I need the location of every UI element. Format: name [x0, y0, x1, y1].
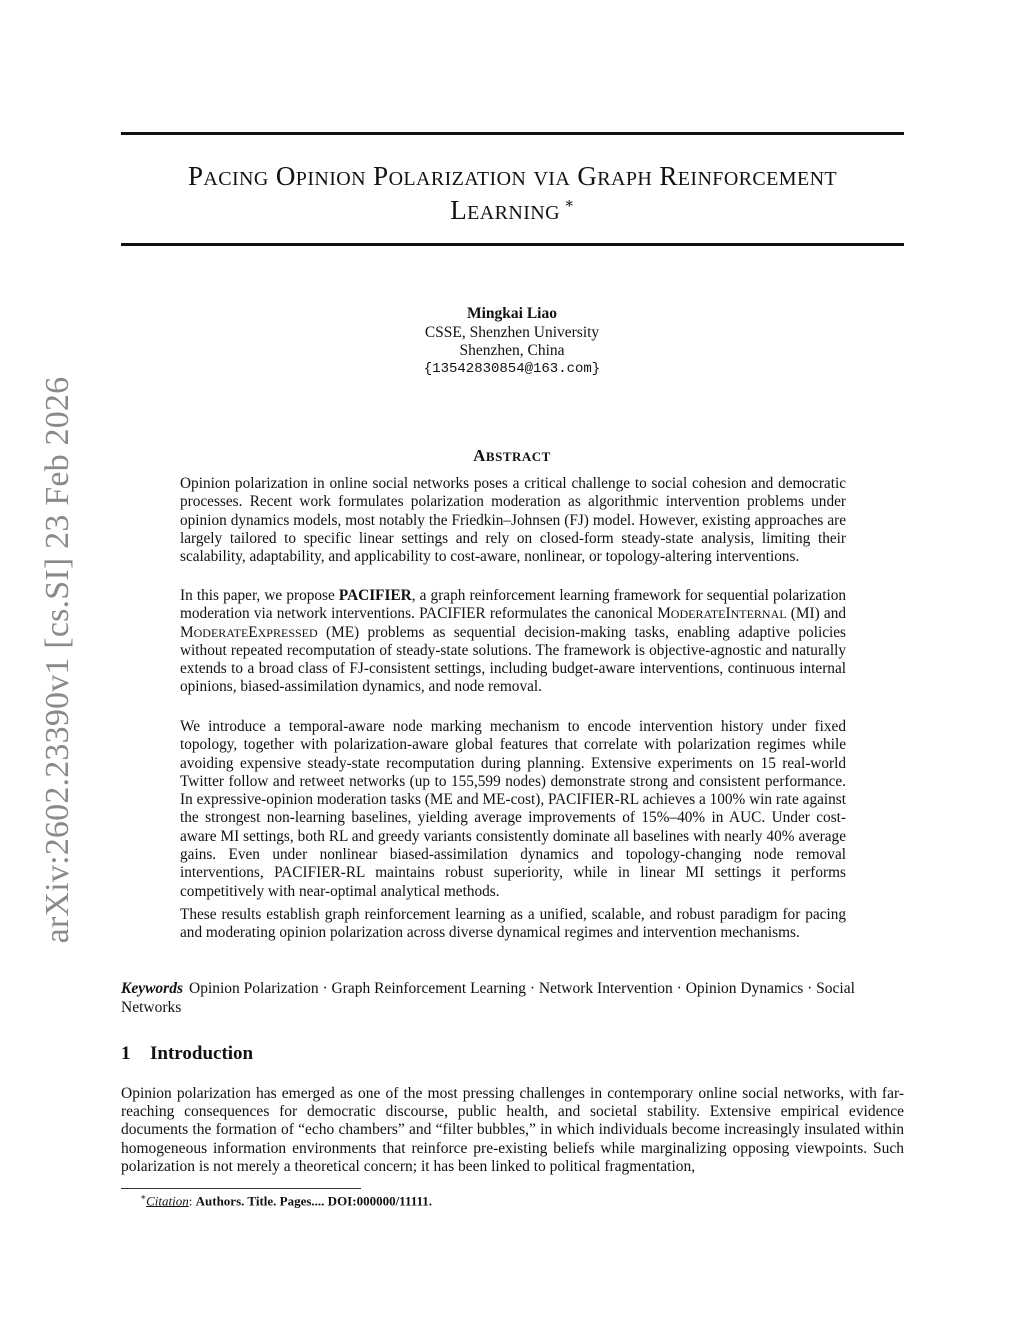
title-word: POLARIZATION [373, 161, 527, 191]
me-sc-2: XPRESSED [257, 625, 318, 640]
title-word: PACING [187, 161, 269, 191]
abstract-paragraph-2 [180, 587, 846, 697]
keywords-list: Opinion Polarization · Graph Reinforcement Learning · Network Intervention · Opinion Dynamics · Social Networks [121, 980, 855, 1016]
title-footnote-mark: ∗ [559, 196, 575, 212]
title-word: OPINION [275, 161, 366, 191]
section-heading-introduction [121, 1043, 253, 1065]
footnote-mark: ∗ [140, 1192, 147, 1202]
author-name: Mingkai Liao [466, 305, 557, 322]
author-affiliation: CSSE, Shenzhen University [424, 324, 600, 341]
abstract-p2-text-d: (ME) problems as sequential decision-making tasks, enabling adaptive policies without repeated recomputation of steady-state solutions. The framework is objective-agnostic and naturally extends to a broad class of FJ-consistent settings, including budget-aware interventions, continuous internal opinions, biased-assimilation dynamics, and node removal. [180, 623, 846, 696]
footnote-sep: : [188, 1193, 196, 1209]
keywords-label: Keywords [121, 980, 183, 997]
section-title: Introduction [150, 1043, 254, 1064]
introduction-paragraph: Opinion polarization has emerged as one of the most pressing challenges in contemporary online social networks, with far-reaching consequences for democratic discourse, public health, and societal stability. Extensive empirical evidence documents the formation of “echo chambers” and “filter bubbles,” in which individuals become increasingly insulated within homogeneous information environments that reinforce pre-existing beliefs while marginalizing opposing viewpoints. Such polarization is not merely a theoretical concern; it has been linked to political fragmentation, [121, 1085, 904, 1175]
abstract-paragraph-3: We introduce a temporal-aware node marking mechanism to encode intervention history under fixed topology, together with polarization-aware global features that correlate with polarization regimes while avoiding expensive steady-state recomputation during planning. Extensive experiments on 15 real-world Twitter follow and retweet networks (up to 155,599 nodes) demonstrate strong and consistent performance. In expressive-opinion moderation tasks (ME and ME-cost), PACIFIER-RL achieves a 100% win rate against the strongest non-learning baselines, yielding average improvements of 15%–40% in AUC. Under cost-aware MI settings, both RL and greedy variants consistently dominate all baselines with nearly 40% average gains. Even under nonlinear biased-assimilation dynamics and topology-changing node removal interventions, PACIFIER-RL maintains robust superiority, while in linear MI settings it performs competitively with near-optimal analytical methods. [180, 718, 846, 900]
paper-title-line-2 [121, 197, 904, 224]
author-location: Shenzhen, China [459, 342, 565, 359]
abstract-p2-text-a: In this paper, we propose [180, 587, 339, 604]
footnote-rule [121, 1188, 361, 1189]
abstract-heading-cap: A [473, 446, 486, 465]
moderate-internal-term [657, 605, 786, 622]
footnote [140, 1192, 432, 1209]
author-email[interactable]: {13542830854@163.com} [423, 361, 601, 377]
abstract-heading [312, 446, 712, 466]
title-word: LEARNING [450, 195, 560, 225]
mi-cap-2: I [725, 605, 731, 623]
title-word: GRAPH [577, 161, 653, 191]
title-rule-bottom [121, 243, 904, 246]
paper-title-line-1 [121, 163, 904, 190]
moderate-expressed-term [180, 624, 318, 641]
mi-cap-1: M [657, 605, 671, 623]
abstract-p2-text-b: , a graph reinforcement learning framework for sequential polarization moderation via network interventions. PACIFIER reformulates the canonical [180, 587, 846, 623]
keywords [121, 980, 904, 1017]
mi-sc-1: ODERATE [670, 607, 726, 622]
abstract-p2-text-c: (MI) and [786, 605, 847, 623]
abstract-paragraph-4: These results establish graph reinforcement learning as a unified, scalable, and robust paradigm for pacing and moderating opinion polarization across diverse dynamical regimes and intervention mechanisms. [180, 906, 846, 942]
mi-sc-2: NTERNAL [730, 607, 787, 622]
framework-name: PACIFIER [338, 587, 412, 604]
title-rule-top [121, 132, 904, 135]
abstract-paragraph-1: Opinion polarization in online social networks poses a critical challenge to social cohesion and democratic processes. Recent work formulates polarization moderation as algorithmic intervention problems under opinion dynamics models, most notably the Friedkin–Johnsen (FJ) model. However, existing approaches are largely tailored to specific linear settings and rely on closed-form steady-state analysis, limiting their scalability, adaptability, and applicability to cost-aware, nonlinear, or topology-altering interventions. [180, 475, 846, 566]
me-sc-1: ODERATE [193, 625, 249, 640]
section-number: 1 [121, 1043, 131, 1064]
footnote-label[interactable]: Citation [146, 1193, 189, 1209]
title-word: VIA [533, 168, 571, 190]
abstract-heading-rest: BSTRACT [485, 449, 551, 464]
footnote-text: Authors. Title. Pages.... DOI:000000/11111. [195, 1193, 433, 1209]
title-word: REINFORCEMENT [659, 161, 838, 191]
arxiv-identifier-stamp[interactable]: arXiv:2602.23390v1 [cs.SI] 23 Feb 2026 [39, 376, 76, 944]
me-cap-2: E [248, 623, 258, 641]
me-cap-1: M [180, 623, 194, 641]
